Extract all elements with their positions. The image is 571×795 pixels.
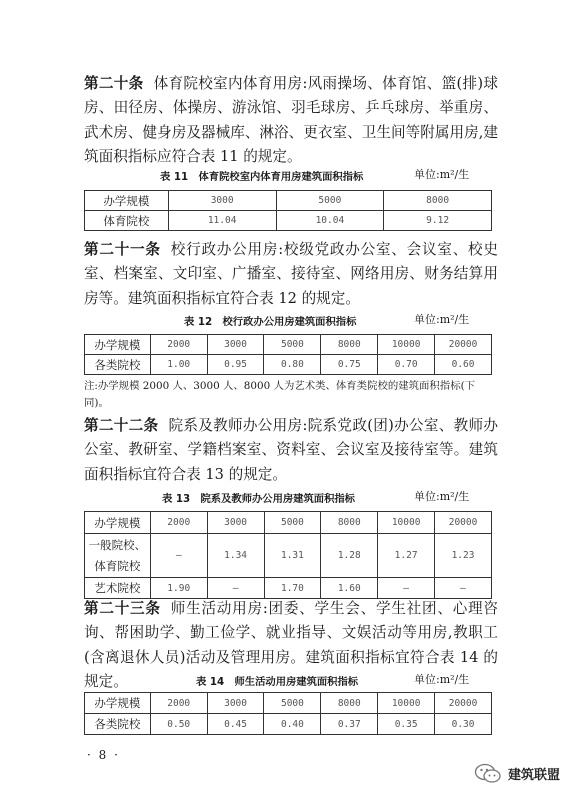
- table-cell: 0.37: [321, 714, 378, 735]
- table-cell: 1.90: [150, 578, 207, 599]
- article-21-text: 校行政办公用房:校级党政办公室、会议室、校史室、档案室、文印室、广播室、接待室、网络用房、财务结算用房等。建筑面积指标宜符合表 12 的规定。: [84, 241, 498, 307]
- article-21-number: 第二十一条: [84, 241, 161, 258]
- table-cell: 2000: [150, 335, 207, 355]
- table-cell: 0.70: [378, 355, 435, 375]
- table-cell: —: [378, 578, 435, 599]
- article-20-number: 第二十条: [84, 75, 144, 92]
- table-11-unit: 单位:m²/生: [414, 168, 470, 181]
- table-cell: 0.30: [435, 714, 492, 735]
- table-cell: 1.34: [207, 534, 264, 578]
- article-20-text: 体育院校室内体育用房:风雨操场、体育馆、篮(排)球房、田径房、体操房、游泳馆、羽毛球房、乒乓球房、举重房、武术房、健身房及器械库、淋浴、更衣室、卫生间等附属用房,建筑面积指标应符合表 11 的规定。: [84, 75, 498, 165]
- table-cell: 办学规模: [85, 693, 151, 714]
- table-cell: 2000: [150, 512, 207, 534]
- article-22-number: 第二十二条: [84, 417, 159, 434]
- table-row: [85, 335, 492, 355]
- table-cell: 10.04: [276, 211, 384, 231]
- table-cell: 0.40: [264, 714, 321, 735]
- table-cell: 3000: [207, 693, 264, 714]
- table-14-caption: 表 14 师生活动用房建筑面积指标: [196, 676, 359, 688]
- table-cell: 0.75: [321, 355, 378, 375]
- table-cell: 1.23: [435, 534, 492, 578]
- table-cell: 10000: [378, 693, 435, 714]
- table-cell: 各类院校: [85, 714, 151, 735]
- table-cell: [85, 534, 151, 578]
- table-cell: 5000: [264, 693, 321, 714]
- table-cell: 8000: [321, 693, 378, 714]
- table-cell: 8000: [321, 335, 378, 355]
- row-label-line: 体育院校: [94, 558, 141, 573]
- table-cell: 11.04: [168, 211, 276, 231]
- table-cell: 各类院校: [85, 355, 151, 375]
- article-21: [84, 238, 498, 311]
- table-11-caption: 表 11 体育院校室内体育用房建筑面积指标: [160, 171, 364, 183]
- table-12-note: 注:办学规模 2000 人、3000 人、8000 人为艺术类、体育类院校的建筑面积指标(下同)。: [84, 380, 476, 409]
- table-cell: 体育院校: [85, 211, 169, 231]
- table-row: [85, 534, 492, 578]
- article-20: [84, 72, 498, 169]
- table-cell: 20000: [435, 693, 492, 714]
- table-cell: 10000: [378, 512, 435, 534]
- article-23-text: 师生活动用房:团委、学生会、学生社团、心理咨询、帮困助学、勤工俭学、就业指导、文娱活动等用房,教职工(含离退休人员)活动及管理用房。建筑面积指标宜符合表 14 的规定。: [84, 600, 498, 690]
- table-cell: 5000: [264, 512, 321, 534]
- table-cell: —: [150, 534, 207, 578]
- table-cell: 艺术院校: [85, 578, 151, 599]
- page-number: · 8 ·: [87, 748, 120, 762]
- table-cell: 3000: [207, 512, 264, 534]
- table-cell: 20000: [435, 512, 492, 534]
- table-cell: 3000: [207, 335, 264, 355]
- table-cell: 1.28: [321, 534, 378, 578]
- table-cell: 1.00: [150, 355, 207, 375]
- row-label-line: 一般院校、: [88, 537, 147, 552]
- article-23-number: 第二十三条: [84, 600, 161, 617]
- watermark: [474, 762, 560, 784]
- table-row: [85, 693, 492, 714]
- table-row: [85, 355, 492, 375]
- table-row: [85, 512, 492, 534]
- table-cell: —: [435, 578, 492, 599]
- table-14: [84, 692, 492, 735]
- table-cell: 0.95: [207, 355, 264, 375]
- table-row: [85, 714, 492, 735]
- table-cell: 9.12: [384, 211, 492, 231]
- table-row: [85, 191, 492, 211]
- table-12: [84, 334, 492, 375]
- table-cell: 3000: [168, 191, 276, 211]
- table-13-caption: 表 13 院系及教师办公用房建筑面积指标: [162, 493, 355, 505]
- table-cell: 5000: [264, 335, 321, 355]
- table-11: [84, 190, 492, 231]
- table-cell: —: [207, 578, 264, 599]
- table-row: [85, 211, 492, 231]
- table-cell: 0.50: [150, 714, 207, 735]
- table-cell: 0.45: [207, 714, 264, 735]
- table-cell: 1.60: [321, 578, 378, 599]
- table-cell: 0.60: [435, 355, 492, 375]
- table-cell: 5000: [276, 191, 384, 211]
- table-cell: 1.70: [264, 578, 321, 599]
- table-cell: 办学规模: [85, 335, 151, 355]
- table-cell: 办学规模: [85, 191, 169, 211]
- article-22: [84, 414, 498, 487]
- wechat-icon: [474, 762, 502, 784]
- table-cell: 办学规模: [85, 512, 151, 534]
- table-cell: 8000: [321, 512, 378, 534]
- table-cell: 0.80: [264, 355, 321, 375]
- table-cell: 1.27: [378, 534, 435, 578]
- table-13-unit: 单位:m²/生: [414, 490, 470, 503]
- table-14-unit: 单位:m²/生: [414, 673, 470, 686]
- table-cell: 2000: [150, 693, 207, 714]
- table-12-unit: 单位:m²/生: [414, 313, 470, 326]
- table-cell: 1.31: [264, 534, 321, 578]
- article-22-text: 院系及教师办公用房:院系党政(团)办公室、教师办公室、教研室、学籍档案室、资料室、会议室及接待室等。建筑面积指标宜符合表 13 的规定。: [84, 417, 498, 483]
- table-13: [84, 511, 492, 599]
- table-cell: 0.35: [378, 714, 435, 735]
- table-cell: 8000: [384, 191, 492, 211]
- table-12-caption: 表 12 校行政办公用房建筑面积指标: [184, 316, 357, 328]
- table-cell: 10000: [378, 335, 435, 355]
- watermark-text: 建筑联盟: [508, 767, 561, 783]
- table-cell: 20000: [435, 335, 492, 355]
- table-row: [85, 578, 492, 599]
